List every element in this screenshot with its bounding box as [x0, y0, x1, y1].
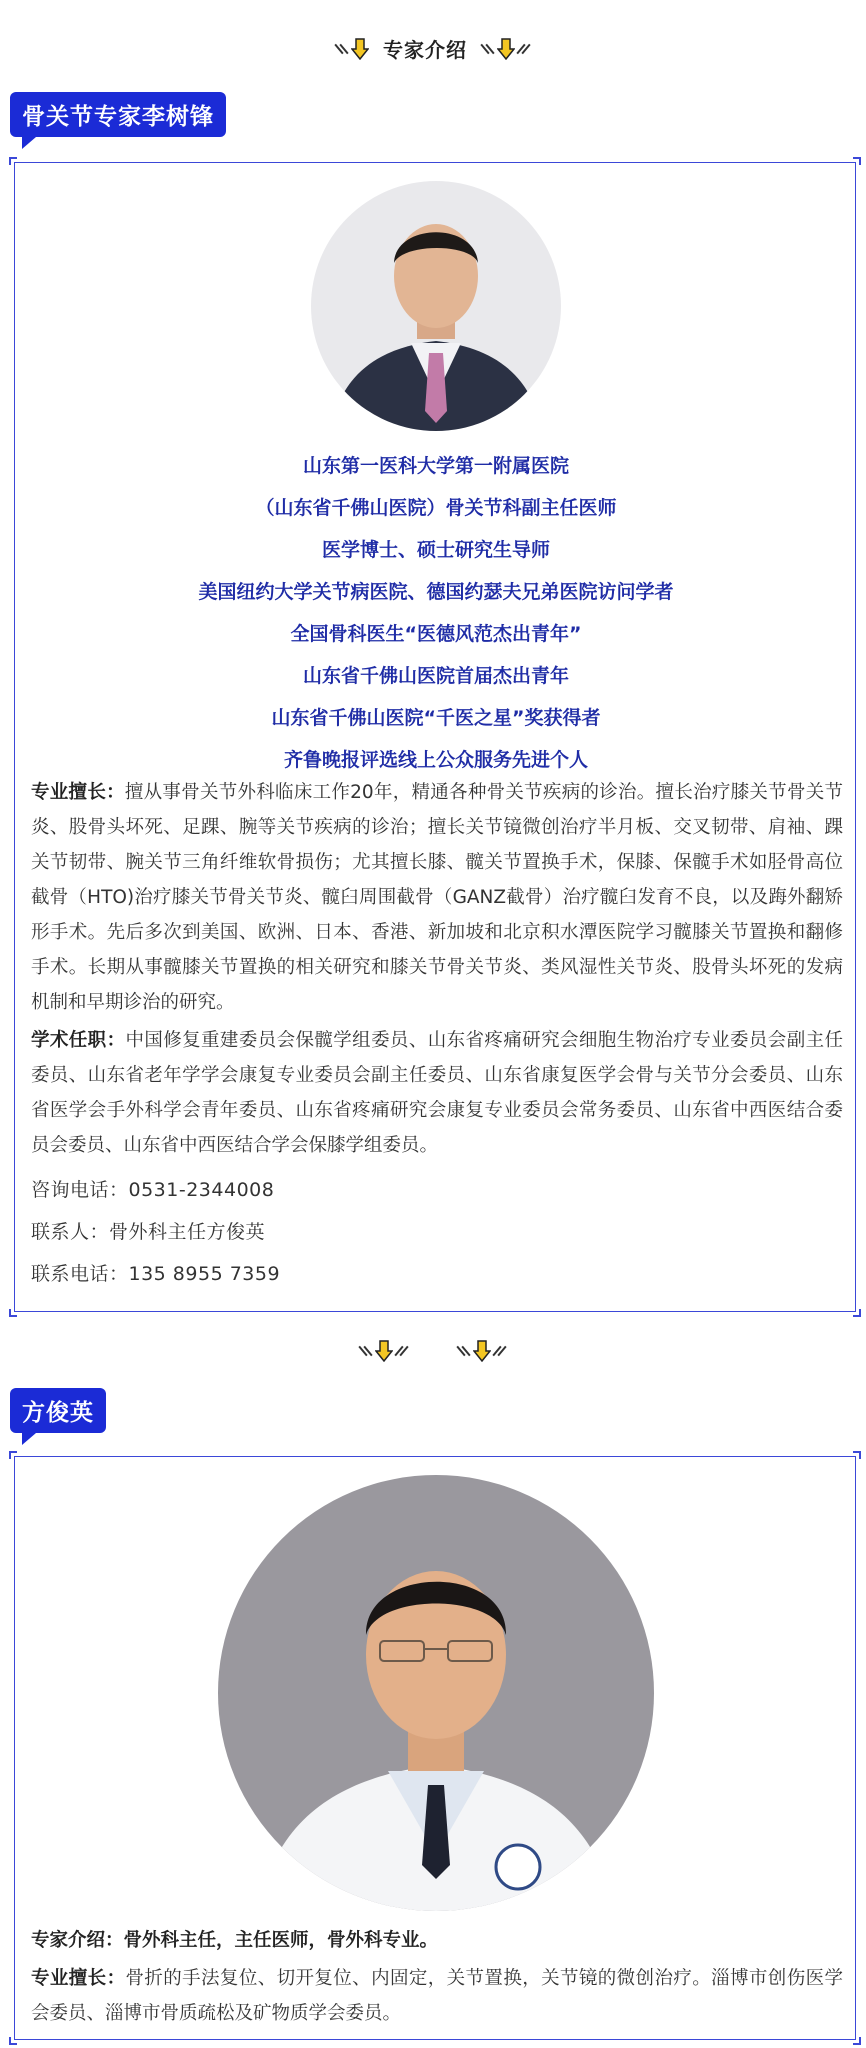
credential-line: 山东第一医科大学第一附属医院: [302, 455, 569, 477]
specialty-label: 专业擅长：: [31, 782, 125, 803]
slash-icon: [517, 42, 531, 56]
slash-icon: [481, 42, 495, 56]
consult-phone: 咨询电话：0531-2344008: [31, 1179, 275, 1201]
down-arrow-icon: [473, 1340, 491, 1362]
specialty-paragraph: [31, 775, 843, 1020]
specialty-paragraph: [31, 1961, 843, 2031]
credential-line: 美国纽约大学关节病医院、德国约瑟夫兄弟医院访问学者: [198, 581, 674, 603]
down-arrow-icon: [497, 38, 515, 60]
expert-photo: [311, 181, 561, 431]
decoration-right: [481, 38, 531, 60]
down-arrow-icon: [375, 1340, 393, 1362]
credential-list: [15, 445, 857, 781]
decoration-left: [335, 38, 369, 60]
credential-line: 山东省千佛山医院“千医之星”奖获得者: [271, 707, 601, 729]
slash-icon: [493, 1344, 507, 1358]
contact-phone: 联系电话：135 8955 7359: [31, 1263, 281, 1285]
credential-line: 医学博士、硕士研究生导师: [321, 539, 550, 561]
academic-text: 中国修复重建委员会保髋学组委员、山东省疼痛研究会细胞生物治疗专业委员会副主任委员、山东省老年学学会康复专业委员会副主任委员、山东省康复医学会骨与关节分会委员、山东省医学会手外科学会青年委员、山东省疼痛研究会康复专业委员会常务委员、山东省中西医结合委员会委员、山东省中西医结合学会保膝学组委员。: [31, 1030, 843, 1156]
slash-icon: [359, 1344, 373, 1358]
intro-text: 骨外科主任，主任医师，骨外科专业。: [123, 1930, 439, 1951]
academic-label: 学术任职：: [31, 1030, 126, 1051]
credential-line: 全国骨科医生“医德风范杰出青年”: [290, 623, 582, 645]
credential-line: 齐鲁晚报评选线上公众服务先进个人: [283, 749, 588, 771]
academic-paragraph: [31, 1023, 843, 1163]
slash-icon: [457, 1344, 471, 1358]
expert-name-tag: 骨关节专家李树锋: [10, 92, 226, 137]
slash-icon: [335, 42, 349, 56]
expert-card: [14, 1456, 856, 2040]
intro-label: 专家介绍：: [31, 1930, 124, 1951]
intro-paragraph: [31, 1923, 843, 1958]
decoration-left: [359, 1340, 409, 1362]
expert-card: [14, 162, 856, 1312]
credential-line: 山东省千佛山医院首届杰出青年: [302, 665, 569, 687]
decoration-right: [457, 1340, 507, 1362]
specialty-text: 骨折的手法复位、切开复位、内固定，关节置换，关节镜的微创治疗。淄博市创伤医学会委员、淄博市骨质疏松及矿物质学会委员。: [31, 1968, 843, 2024]
contact-person: 联系人：骨外科主任方俊英: [31, 1221, 266, 1243]
slash-icon: [395, 1344, 409, 1358]
expert-name-tag: 方俊英: [10, 1388, 106, 1433]
section-title: 专家介绍: [383, 38, 467, 62]
credential-line: （山东省千佛山医院）骨关节科副主任医师: [255, 497, 617, 519]
section-header: [0, 34, 866, 63]
down-arrow-icon: [351, 38, 369, 60]
expert-photo: [218, 1475, 654, 1911]
section-divider: [0, 1340, 866, 1362]
specialty-text: 擅从事骨关节外科临床工作20年，精通各种骨关节疾病的诊治。擅长治疗膝关节骨关节炎、股骨头坏死、足踝、腕等关节疾病的诊治；擅长关节镜微创治疗半月板、交叉韧带、肩袖、踝关节韧带、腕关节三角纤维软骨损伤；尤其擅长膝、髋关节置换手术，保膝、保髋手术如胫骨高位截骨（HTO)治疗膝关节骨关节炎、髋臼周围截骨（GANZ截骨）治疗髋臼发育不良，以及踇外翻矫形手术。先后多次到美国、欧洲、日本、香港、新加坡和北京积水潭医院学习髋膝关节置换和翻修手术。长期从事髋膝关节置换的相关研究和膝关节骨关节炎、类风湿性关节炎、股骨头坏死的发病机制和早期诊治的研究。: [31, 782, 843, 1013]
specialty-label: 专业擅长：: [31, 1968, 126, 1989]
